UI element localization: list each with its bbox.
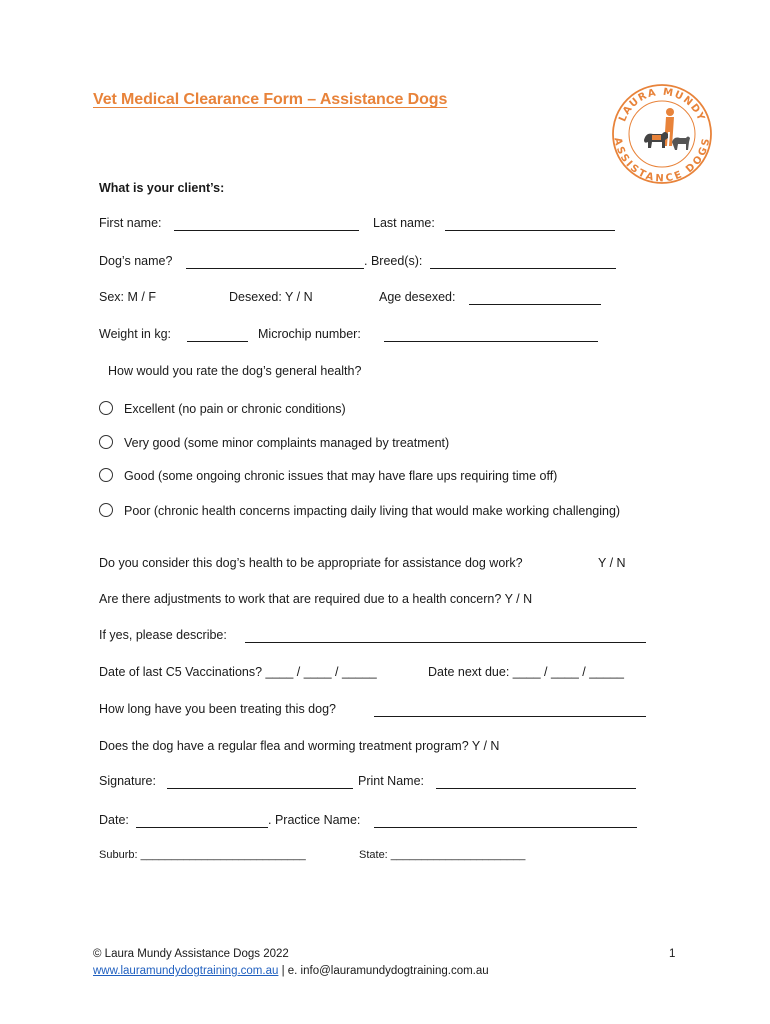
svg-text:ASSISTANCE DOGS	[612, 137, 713, 185]
signature-field[interactable]	[167, 775, 353, 789]
last-name-label: Last name:	[373, 216, 435, 230]
svg-text:LAURA MUNDY	[617, 87, 707, 124]
adjustments-question: Are there adjustments to work that are required due to a health concern? Y / N	[99, 592, 533, 606]
microchip-field[interactable]	[384, 328, 598, 342]
clients-heading: What is your client’s:	[99, 181, 225, 195]
email-text: | e. info@lauramundydogtraining.com.au	[278, 965, 489, 977]
age-desexed-field[interactable]	[469, 291, 601, 305]
radio-button[interactable]	[99, 435, 113, 449]
state-field[interactable]: State: ______________________	[359, 849, 526, 861]
footer-contact	[93, 965, 489, 977]
logo-bottom-text: ASSISTANCE DOGS	[611, 136, 713, 185]
how-long-field[interactable]	[374, 703, 646, 717]
describe-field[interactable]	[245, 629, 646, 643]
health-question: How would you rate the dog’s general health?	[108, 364, 362, 378]
describe-label: If yes, please describe:	[99, 628, 227, 642]
radio-button[interactable]	[99, 468, 113, 482]
weight-label: Weight in kg:	[99, 327, 172, 341]
practice-name-label: . Practice Name:	[268, 813, 361, 827]
first-name-label: First name:	[99, 216, 162, 230]
footer-copyright: © Laura Mundy Assistance Dogs 2022	[93, 948, 289, 960]
sex-field[interactable]: Sex: M / F	[99, 290, 156, 304]
dogs-name-label: Dog’s name?	[99, 254, 173, 268]
health-option-poor[interactable]: Poor (chronic health concerns impacting daily living that would make working challenging)	[99, 503, 639, 520]
suburb-field[interactable]: Suburb: ___________________________	[99, 849, 306, 861]
age-desexed-label: Age desexed:	[379, 290, 456, 304]
appropriate-yes-no[interactable]: Y / N	[598, 556, 626, 570]
c5-vaccination-date[interactable]: Date of last C5 Vaccinations? ____ / ____ / _____	[99, 665, 377, 679]
health-option-very-good[interactable]: Very good (some minor complaints managed by treatment)	[99, 435, 449, 450]
practice-name-field[interactable]	[374, 814, 637, 828]
health-option-good[interactable]: Good (some ongoing chronic issues that may have flare ups requiring time off)	[99, 468, 557, 483]
logo-top-text: LAURA MUNDY	[617, 86, 707, 124]
laura-mundy-logo	[610, 82, 714, 186]
appropriate-question: Do you consider this dog’s health to be appropriate for assistance dog work?	[99, 556, 523, 570]
date-label: Date:	[99, 813, 129, 827]
date-field[interactable]	[136, 814, 268, 828]
breed-label: . Breed(s):	[364, 254, 423, 268]
website-link[interactable]: www.lauramundydogtraining.com.au	[93, 965, 279, 977]
print-name-field[interactable]	[436, 775, 636, 789]
last-name-field[interactable]	[445, 217, 615, 231]
breed-field[interactable]	[430, 255, 616, 269]
radio-button[interactable]	[99, 401, 113, 415]
first-name-field[interactable]	[174, 217, 359, 231]
flea-worming-question: Does the dog have a regular flea and worming treatment program? Y / N	[99, 739, 500, 753]
desexed-field[interactable]: Desexed: Y / N	[229, 290, 313, 304]
print-name-label: Print Name:	[358, 774, 424, 788]
how-long-label: How long have you been treating this dog?	[99, 702, 336, 716]
page-number: 1	[669, 948, 676, 960]
signature-label: Signature:	[99, 774, 156, 788]
dogs-name-field[interactable]	[186, 255, 364, 269]
health-option-excellent[interactable]: Excellent (no pain or chronic conditions)	[99, 401, 346, 416]
microchip-label: Microchip number:	[258, 327, 361, 341]
weight-field[interactable]	[187, 328, 248, 342]
radio-button[interactable]	[99, 503, 113, 517]
next-due-date[interactable]: Date next due: ____ / ____ / _____	[428, 665, 624, 679]
form-title: Vet Medical Clearance Form – Assistance Dogs	[93, 91, 448, 108]
